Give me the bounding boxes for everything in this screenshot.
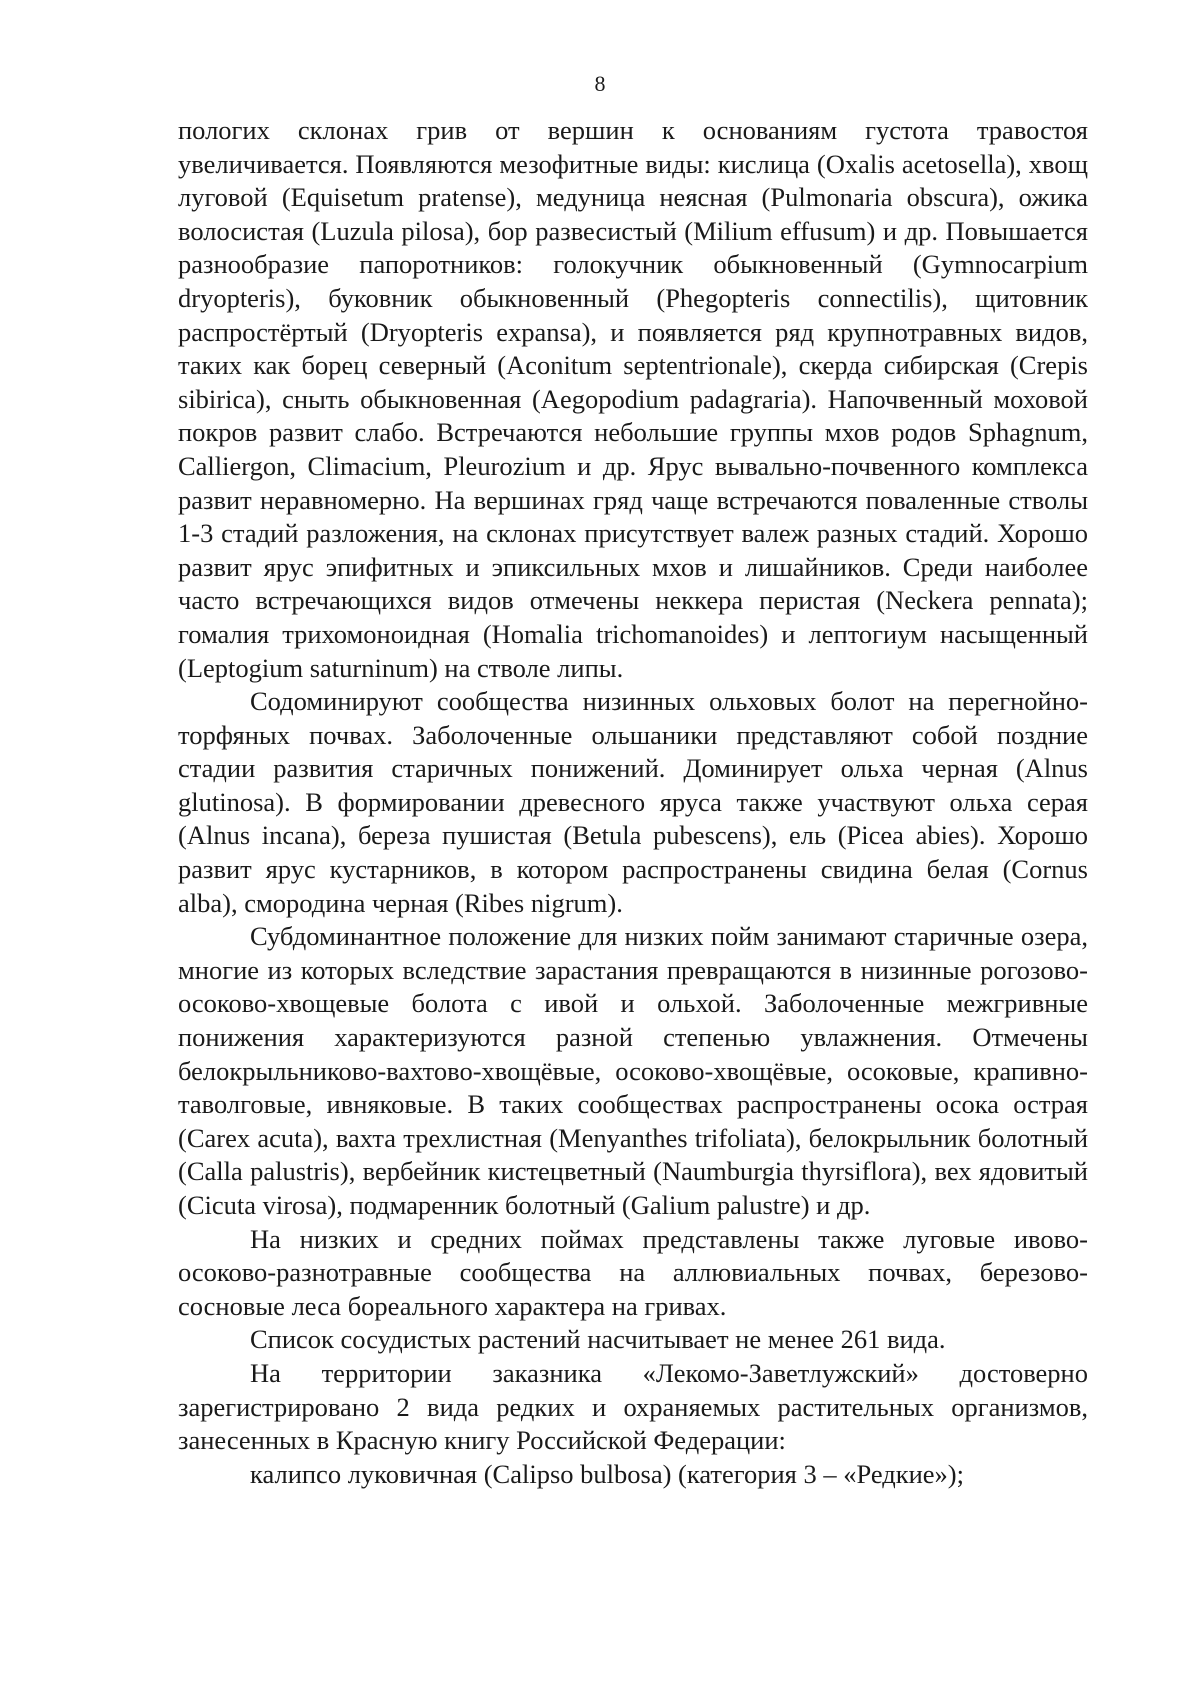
paragraph-floodplains: На низких и средних поймах представлены также луговые ивово-осоково-разнотравные сообщества на аллювиальных почвах, березово-сосновые леса бореального характера на гривах.: [178, 1223, 1088, 1321]
paragraph-calypso: калипсо луковичная (Calipso bulbosa) (категория 3 – «Редкие»);: [250, 1458, 964, 1489]
paragraph-species-count: Список сосудистых растений насчитывает не менее 261 вида.: [250, 1324, 946, 1355]
page-number: 8: [594, 71, 606, 96]
paragraph-alder-swamps: Содоминируют сообщества низинных ольховых болот на перегнойно-торфяных почвах. Заболоченные ольшаники представляют собой поздние стадии развития старичных понижений. Доминирует ольха черная (Alnus glutinosa). В формировании древесного яруса также участвуют ольха серая (Alnus incana), береза пушистая (Betula pubescens), ель (Picea abies). Хорошо развит ярус кустарников, в котором распространены свидина белая (Cornus alba), смородина черная (Ribes nigrum).: [178, 686, 1088, 918]
paragraph-meadow-slopes: пологих склонах грив от вершин к основаниям густота травостоя увеличивается. Появляются мезофитные виды: кислица (Oxalis acetosella), хвощ луговой (Equisetum pratense), медуница неясная (Pulmonaria obscura), ожика волосистая (Luzula pilosa), бор развесистый (Milium effusum) и др. Повышается разнообразие папоротников: голокучник обыкновенный (Gymnocarpium dryopteris), буковник обыкновенный (Phegopteris connectilis), щитовник распростёртый (Dryopteris expansa), и появляется ряд крупнотравных видов, таких как борец северный (Aconitum septentrionale), скерда сибирская (Crepis sibirica), сныть обыкновенная (Aegopodium padagraria). Напочвенный моховой покров развит слабо. Встречаются небольшие группы мхов родов Sphagnum, Calliergon, Climacium, Pleurozium и др. Ярус вывально-почвенного комплекса развит неравномерно. На вершинах гряд чаще встречаются поваленные стволы 1-3 стадий разложения, на склонах присутствует валеж разных стадий. Хорошо развит ярус эпифитных и эпиксильных мхов и лишайников. Среди наиболее часто встречающихся видов отмечены неккера перистая (Neckera pennata); гомалия трихомоноидная (Homalia trichomanoides) и лептогиум насыщенный (Leptogium saturninum) на стволе липы.: [178, 115, 1088, 683]
paragraph-red-book: На территории заказника «Лекомо-Заветлужский» достоверно зарегистрировано 2 вида редких и охраняемых растительных организмов, занесенных в Красную книгу Российской Федерации:: [178, 1357, 1088, 1456]
body-text: [178, 114, 1088, 1491]
paragraph-oxbow-lakes: Субдоминантное положение для низких пойм занимают старичные озера, многие из которых вследствие зарастания превращаются в низинные рогозово-осоково-хвощевые болота с ивой и ольхой. Заболоченные межгривные понижения характеризуются разной степенью увлажнения. Отмечены белокрыльниково-вахтово-хвощёвые, осоково-хвощёвые, осоковые, крапивно-таволговые, ивняковые. В таких сообществах распространены осока острая (Carex acuta), вахта трехлистная (Menyanthes trifoliata), белокрыльник болотный (Calla palustris), вербейник кистецветный (Naumburgia thyrsiflora), вех ядовитый (Cicuta virosa), подмаренник болотный (Galium palustre) и др.: [178, 921, 1088, 1220]
